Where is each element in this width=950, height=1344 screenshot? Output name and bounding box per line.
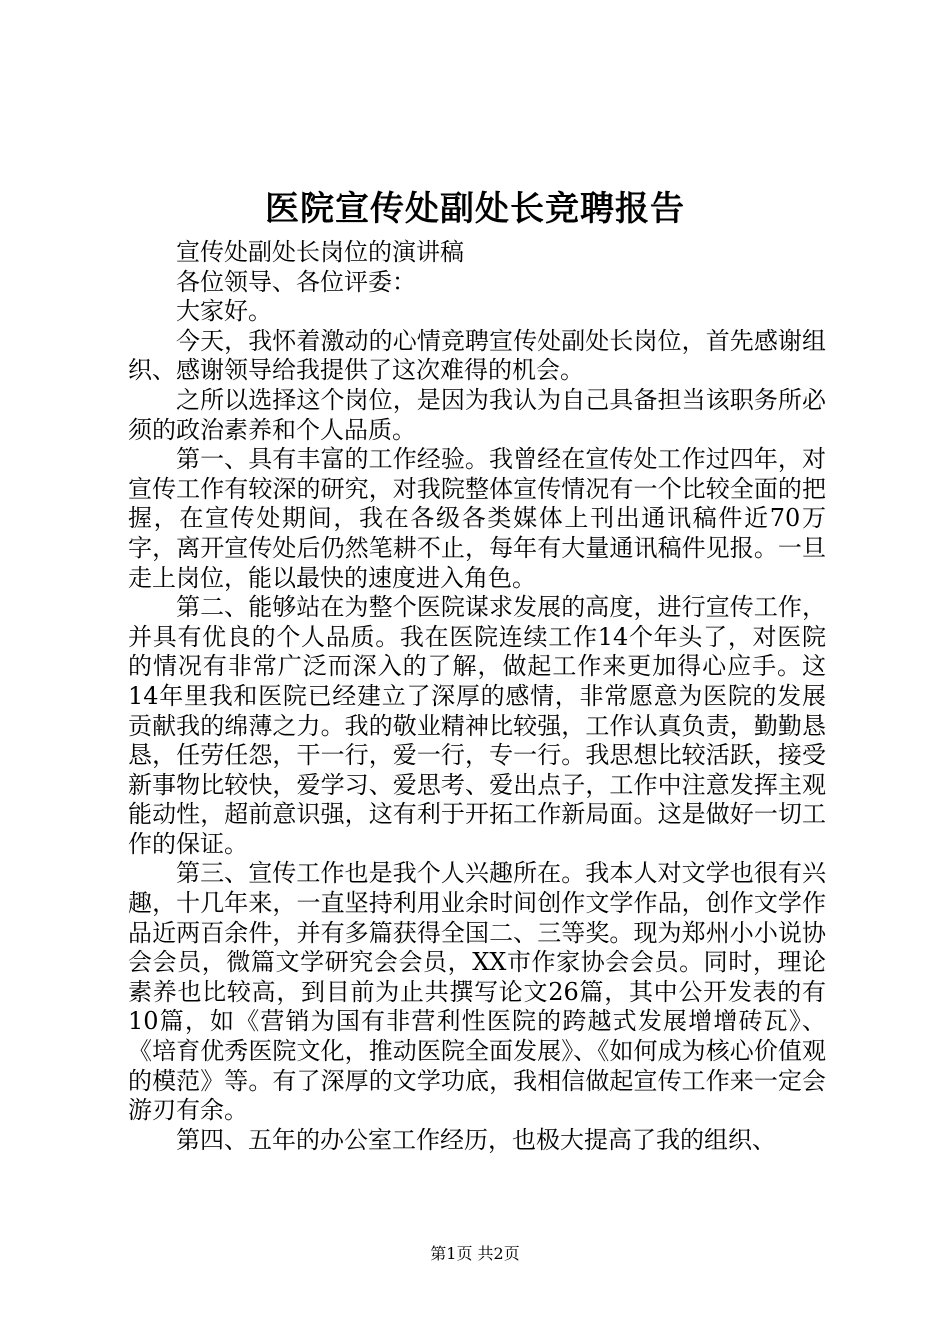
paragraph-salutation: 各位领导、各位评委： <box>176 267 416 296</box>
document-title: 医院宣传处副处长竞聘报告 <box>265 189 685 229</box>
paragraph-point-three: 第三、宣传工作也是我个人兴趣所在。我本人对文学也很有兴趣，十几年来，一直坚持利用业余时间创作文学作品，创作文学作品近两百余件，并有多篇获得全国二、三等奖。现为郑州小小说协会会员，微篇文学研究会会员，XX市作家协会会员。同时，理论素养也比较高，到目前为止共撰写论文26篇，其中公开发表的有10篇，如《营销为国有非营利性医院的跨越式发展增增砖瓦》、《培育优秀医院文化，推动医院全面发展》、《如何成为核心价值观的模范》等。有了深厚的文学功底，我相信做起宣传工作来一定会游刃有余。 <box>128 859 826 1125</box>
paragraph-opening: 今天，我怀着激动的心情竞聘宣传处副处长岗位，首先感谢组织、感谢领导给我提供了这次难得的机会。 <box>128 326 826 385</box>
paragraph-point-two: 第二、能够站在为整个医院谋求发展的高度，进行宣传工作，并具有优良的个人品质。我在医院连续工作14个年头了，对医院的情况有非常广泛而深入的了解，做起工作来更加得心应手。这14年里我和医院已经建立了深厚的感情，非常愿意为医院的发展贡献我的绵薄之力。我的敬业精神比较强，工作认真负责，勤勤恳恳，任劳任怨，干一行，爱一行，专一行。我思想比较活跃，接受新事物比较快，爱学习、爱思考、爱出点子，工作中注意发挥主观能动性，超前意识强，这有利于开拓工作新局面。这是做好一切工作的保证。 <box>128 593 826 858</box>
page-number-footer: 第1页 共2页 <box>430 1244 520 1263</box>
paragraph-reason: 之所以选择这个岗位，是因为我认为自己具备担当该职务所必须的政治素养和个人品质。 <box>128 385 826 444</box>
document-body <box>128 238 826 1155</box>
paragraph-greeting: 大家好。 <box>176 297 272 326</box>
paragraph-point-one: 第一、具有丰富的工作经验。我曾经在宣传处工作过四年，对宣传工作有较深的研究，对我院整体宣传情况有一个比较全面的把握，在宣传处期间，我在各级各类媒体上刊出通讯稿件近70万字，离开宣传处后仍然笔耕不止，每年有大量通讯稿件见报。一旦走上岗位，能以最快的速度进入角色。 <box>128 445 826 592</box>
paragraph-point-four: 第四、五年的办公室工作经历，也极大提高了我的组织、 <box>176 1125 776 1154</box>
paragraph-subtitle: 宣传处副处长岗位的演讲稿 <box>176 238 464 266</box>
